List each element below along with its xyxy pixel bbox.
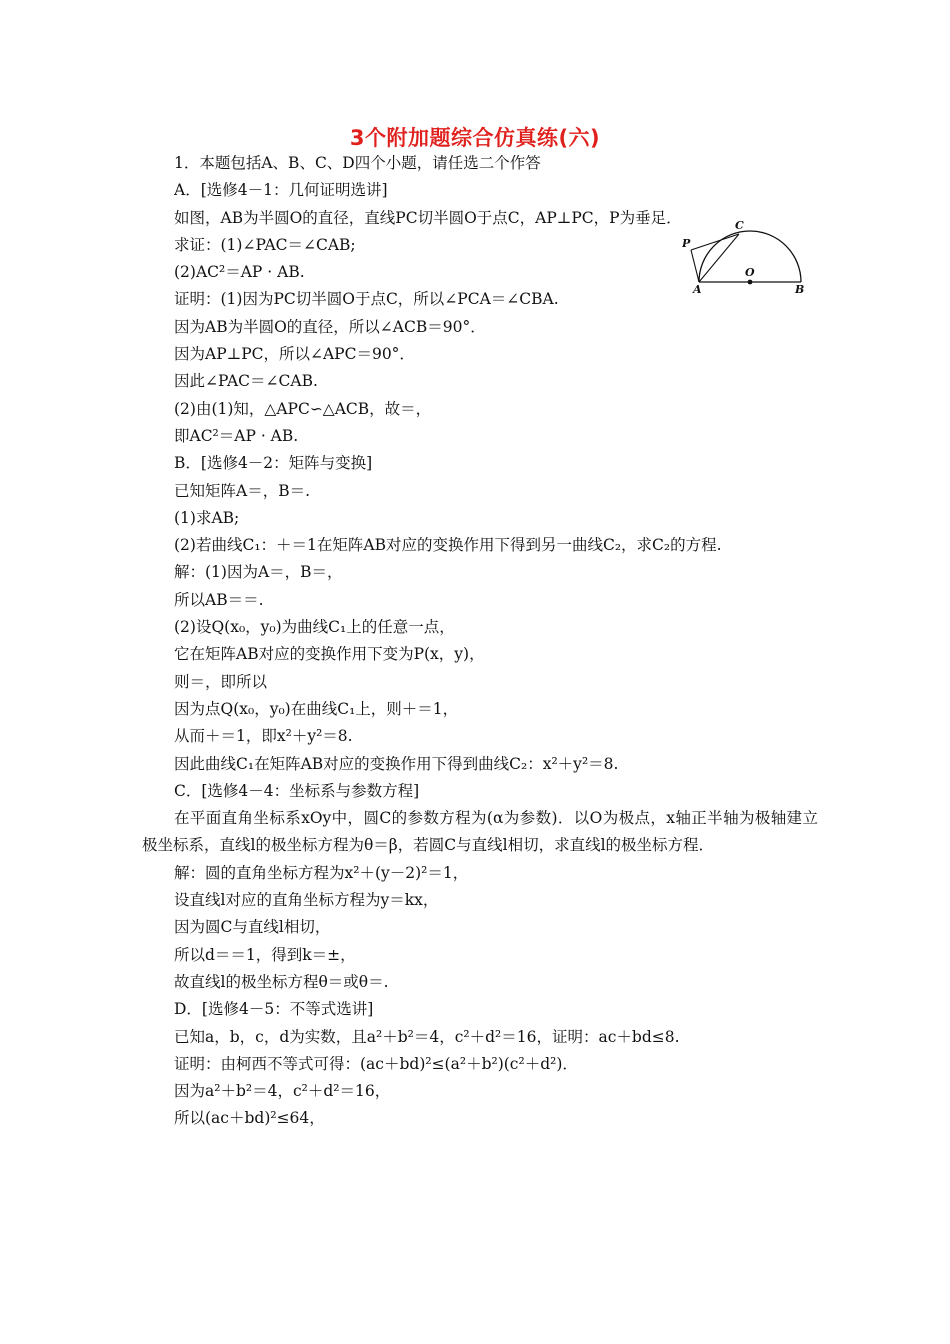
section-c-heading: C．[选修4－4：坐标系与参数方程] <box>174 781 420 800</box>
text-line: (2)若曲线C₁：＋＝1在矩阵AB对应的变换作用下得到另一曲线C₂，求C₂的方程. <box>174 536 722 555</box>
text-line: 解：(1)因为A＝，B＝， <box>174 563 343 582</box>
text-line: (1)求AB; <box>174 508 240 527</box>
label-c: C <box>735 219 744 232</box>
text-line: 已知矩阵A＝，B＝. <box>174 481 311 500</box>
text-line: (2)AC²＝AP · AB. <box>174 263 305 282</box>
label-a: A <box>693 283 702 294</box>
text-line: 因为点Q(x₀，y₀)在曲线C₁上，则＋＝1， <box>174 699 459 718</box>
text-line: 所以d＝＝1，得到k＝±， <box>174 945 356 964</box>
text-line: 所以(ac＋bd)²≤64， <box>174 1109 325 1128</box>
text-line: (2)由(1)知，△APC∽△ACB，故＝， <box>174 399 432 418</box>
text-line: 已知a，b，c，d为实数，且a²＋b²＝4，c²＋d²＝16，证明：ac＋bd≤8. <box>174 1027 680 1046</box>
text-line: 证明：(1)因为PC切半圆O于点C，所以∠PCA＝∠CBA. <box>174 290 559 309</box>
label-p: P <box>682 237 691 250</box>
section-a-problem: 如图，AB为半圆O的直径，直线PC切半圆O于点C，AP⊥PC，P为垂足． <box>174 208 682 227</box>
text-line: 则＝，即所以 <box>174 672 268 691</box>
text-line: 因此∠PAC＝∠CAB. <box>174 372 318 391</box>
text-line: 因为AB为半圆O的直径，所以∠ACB＝90°． <box>174 317 486 336</box>
text-line: 证明：由柯西不等式可得：(ac＋bd)²≤(a²＋b²)(c²＋d²)． <box>174 1054 578 1073</box>
text-line: 因为AP⊥PC，所以∠APC＝90°． <box>174 345 415 364</box>
text-line: 解：圆的直角坐标方程为x²＋(y－2)²＝1， <box>174 863 469 882</box>
text-line: 因为圆C与直线l相切， <box>174 918 331 937</box>
text-line: 即AC²＝AP · AB. <box>174 426 299 445</box>
text-line: 故直线l的极坐标方程θ＝或θ＝. <box>174 972 389 991</box>
text-line: 设直线l对应的直角坐标方程为y＝kx， <box>174 891 439 910</box>
section-d-heading: D．[选修4－5：不等式选讲] <box>174 1000 374 1019</box>
label-b: B <box>795 283 805 294</box>
text-line: (2)设Q(x₀，y₀)为曲线C₁上的任意一点， <box>174 618 455 637</box>
text-line: 它在矩阵AB对应的变换作用下变为P(x，y)， <box>174 645 485 664</box>
page-title: 3个附加题综合仿真练(六) <box>349 126 601 150</box>
text-line: 求证：(1)∠PAC＝∠CAB; <box>174 235 356 254</box>
text-line: 从而＋＝1，即x²＋y²＝8. <box>174 727 353 746</box>
section-c-problem: 在平面直角坐标系xOy中，圆C的参数方程为(α为参数)．以O为极点，x轴正半轴为极轴建立极坐标系，直线l的极坐标方程为θ＝β，若圆C与直线l相切，求直线l的极坐标方程． <box>142 809 818 855</box>
label-o: O <box>745 266 755 279</box>
question-intro: 1．本题包括A、B、C、D四个小题，请任选二个作答 <box>174 154 541 172</box>
section-b-heading: B．[选修4－2：矩阵与变换] <box>174 454 373 473</box>
text-line: 因此曲线C₁在矩阵AB对应的变换作用下得到曲线C₂：x²＋y²＝8. <box>174 754 619 773</box>
document-body <box>142 150 818 1133</box>
text-line: 因为a²＋b²＝4，c²＋d²＝16， <box>174 1082 391 1101</box>
text-line: 所以AB＝＝. <box>174 590 264 609</box>
section-a-heading: A．[选修4－1：几何证明选讲] <box>174 181 388 200</box>
